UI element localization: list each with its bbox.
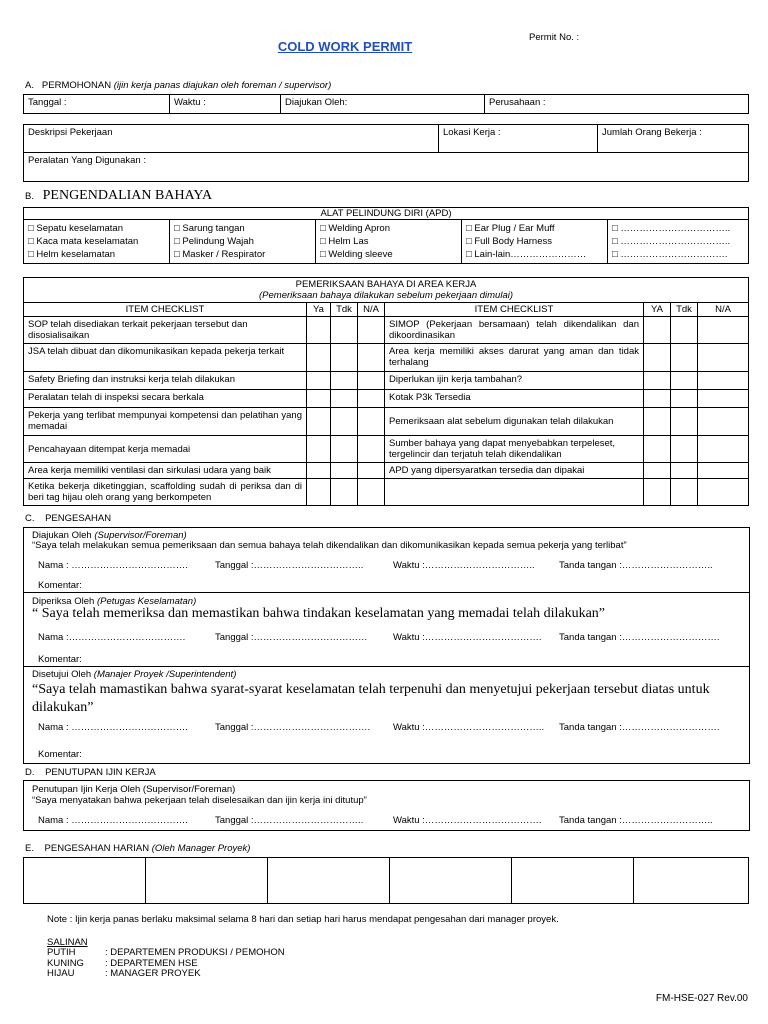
divider	[24, 592, 749, 593]
check-cell[interactable]	[671, 408, 698, 436]
table-row	[24, 317, 749, 344]
apd-col-5	[608, 220, 749, 264]
checklist-item: Sumber bahaya yang dapat menyebabkan terpeleset, tergelincir dan terjatuh telah dikendalikan	[385, 436, 644, 463]
check-cell[interactable]	[307, 463, 331, 479]
check-cell[interactable]	[671, 390, 698, 408]
komentar-field[interactable]: Komentar:	[38, 749, 82, 760]
section-c-title: PENGESAHAN	[45, 513, 112, 524]
checklist-item: Safety Briefing dan instruksi kerja telah dilakukan	[24, 372, 307, 390]
inspection-table	[23, 277, 749, 506]
divider	[24, 666, 749, 667]
nama-field[interactable]: Nama :……………………………….	[38, 632, 186, 643]
check-cell[interactable]	[331, 390, 358, 408]
waktu-field[interactable]: Waktu :……………………………….	[393, 815, 542, 826]
apd-option[interactable]: □ ……………………………..	[612, 223, 731, 234]
col-item-left: ITEM CHECKLIST	[24, 303, 307, 317]
check-cell[interactable]	[671, 463, 698, 479]
section-d-letter: D.	[25, 767, 35, 778]
section-a-letter: A.	[25, 80, 34, 91]
tanggal-field[interactable]: Tanggal :………………………………	[215, 632, 368, 643]
apd-col-1	[24, 220, 170, 264]
closure-label: Penutupan Ijin Kerja Oleh (Supervisor/Foreman)	[32, 784, 236, 795]
check-cell[interactable]	[358, 463, 385, 479]
copy-recipient: : MANAGER PROYEK	[105, 968, 201, 979]
section-e-subtitle: (Oleh Manager Proyek)	[151, 843, 251, 854]
checklist-item: Diperlukan ijin kerja tambahan?	[385, 372, 644, 390]
inspection-header	[24, 278, 749, 303]
copy-color: KUNING	[47, 957, 84, 969]
nama-field[interactable]: Nama : ……………………………….	[38, 722, 188, 733]
check-cell[interactable]	[307, 436, 331, 463]
approval-box	[23, 527, 750, 764]
approval-role: (Manajer Proyek /Superintendent)	[93, 669, 237, 680]
check-cell[interactable]	[358, 317, 385, 344]
section-d-heading	[25, 767, 156, 778]
komentar-field[interactable]: Komentar:	[38, 654, 82, 665]
col-ya-right: YA	[644, 303, 671, 317]
check-cell[interactable]	[331, 372, 358, 390]
copy-recipient: : DEPARTEMEN HSE	[105, 957, 198, 969]
copy-recipient: : DEPARTEMEN PRODUKSI / PEMOHON	[105, 947, 285, 958]
check-cell[interactable]	[671, 344, 698, 372]
checklist-item: Ketika bekerja diketinggian, scaffolding sudah di periksa dan di beri tag hijau oleh orang yang berkompeten	[24, 479, 307, 506]
table-row	[24, 372, 749, 390]
table-row	[24, 463, 749, 479]
check-cell[interactable]	[644, 372, 671, 390]
apd-col-3	[316, 220, 462, 264]
waktu-field[interactable]: Waktu :……………………………….	[393, 632, 542, 643]
waktu-field[interactable]: Waktu :………………………………..	[393, 722, 545, 733]
checklist-item: Peralatan telah di inspeksi secara berkala	[24, 390, 307, 408]
apd-option[interactable]: □ …………………………….	[612, 249, 728, 260]
check-cell[interactable]	[307, 344, 331, 372]
nama-field[interactable]: Nama : ……………………………….	[38, 560, 188, 571]
apd-option[interactable]: □ Masker / Respirator	[174, 249, 266, 260]
waktu-field[interactable]: Waktu :	[170, 95, 281, 114]
check-cell[interactable]	[698, 463, 749, 479]
approval-statement: “ Saya telah memeriksa dan memastikan bahwa tindakan keselamatan yang memadai telah dilakukan”	[32, 606, 606, 621]
apd-option[interactable]: □ Pelindung Wajah	[174, 236, 254, 247]
request-row-1	[23, 94, 749, 114]
check-cell[interactable]	[698, 408, 749, 436]
checklist-item: Kotak P3k Tersedia	[385, 390, 644, 408]
copy-distribution-list	[47, 948, 285, 980]
checklist-item: Area kerja memiliki akses darurat yang aman dan tidak terhalang	[385, 344, 644, 372]
checklist-item: Pemeriksaan alat sebelum digunakan telah dilakukan	[385, 408, 644, 436]
col-na-left: N/A	[358, 303, 385, 317]
approval-label: Disetujui Oleh	[32, 669, 92, 680]
check-cell[interactable]	[698, 344, 749, 372]
checklist-item: Pencahayaan ditempat kerja memadai	[24, 436, 307, 463]
check-cell[interactable]	[358, 408, 385, 436]
check-cell[interactable]	[358, 479, 385, 506]
check-cell[interactable]	[358, 390, 385, 408]
check-cell[interactable]	[698, 479, 749, 506]
komentar-field[interactable]: Komentar:	[38, 580, 82, 591]
daily-approval-cell[interactable]	[390, 858, 512, 904]
tanda-tangan-field[interactable]: Tanda tangan :………………………..	[559, 815, 713, 826]
daily-approval-table	[23, 857, 749, 904]
section-c-letter: C.	[25, 513, 35, 524]
check-cell[interactable]	[644, 344, 671, 372]
section-e-letter: E.	[25, 843, 34, 854]
apd-option[interactable]: □ Lain-lain……………………	[466, 249, 587, 260]
check-cell[interactable]	[331, 344, 358, 372]
deskripsi-pekerjaan-field[interactable]: Deskripsi Pekerjaan	[24, 125, 439, 153]
check-cell[interactable]	[644, 317, 671, 344]
inspection-title: PEMERIKSAAN BAHAYA DI AREA KERJA	[295, 279, 477, 290]
check-cell[interactable]	[358, 344, 385, 372]
check-cell[interactable]	[644, 463, 671, 479]
daily-approval-cell[interactable]	[24, 858, 146, 904]
apd-option[interactable]: □ Welding sleeve	[320, 249, 393, 260]
check-cell[interactable]	[671, 317, 698, 344]
section-a-heading	[25, 80, 331, 91]
section-a-subtitle: (ijin kerja panas diajukan oleh foreman / supervisor)	[113, 80, 332, 91]
check-cell[interactable]	[307, 479, 331, 506]
peralatan-field[interactable]: Peralatan Yang Digunakan :	[24, 153, 749, 182]
permit-number-label: Permit No. :	[529, 32, 580, 43]
apd-option[interactable]: □ Sarung tangan	[174, 223, 245, 234]
section-c-heading	[25, 513, 111, 524]
col-ya-left: Ya	[307, 303, 331, 317]
diajukan-oleh-field[interactable]: Diajukan Oleh:	[281, 95, 485, 114]
jumlah-orang-field[interactable]: Jumlah Orang Bekerja :	[598, 125, 749, 153]
list-item	[47, 969, 285, 980]
table-row	[24, 479, 749, 506]
check-cell[interactable]	[698, 372, 749, 390]
apd-option[interactable]: □ Kaca mata keselamatan	[28, 236, 139, 247]
form-code: FM-HSE-027 Rev.00	[655, 993, 748, 1004]
apd-option[interactable]: □ Helm Las	[320, 236, 369, 247]
apd-col-4	[462, 220, 608, 264]
lokasi-kerja-field[interactable]: Lokasi Kerja :	[439, 125, 598, 153]
check-cell[interactable]	[698, 317, 749, 344]
apd-option[interactable]: □ Welding Apron	[320, 223, 390, 234]
tanggal-field[interactable]: Tanggal :……………………………..	[215, 815, 364, 826]
check-cell[interactable]	[698, 390, 749, 408]
approval-label: Diajukan Oleh	[32, 530, 92, 541]
apd-title: ALAT PELINDUNG DIRI (APD)	[24, 208, 749, 220]
apd-option[interactable]: □ ……………………………..	[612, 236, 731, 247]
col-tdk-left: Tdk	[331, 303, 358, 317]
apd-option[interactable]: □ Helm keselamatan	[28, 249, 116, 260]
tanda-tangan-field[interactable]: Tanda tangan :………………………….	[559, 632, 720, 643]
check-cell[interactable]	[307, 390, 331, 408]
copy-color: PUTIH	[47, 947, 76, 958]
apd-option[interactable]: □ Ear Plug / Ear Muff	[466, 223, 555, 234]
checklist-item: JSA telah dibuat dan dikomunikasikan kepada pekerja terkait	[24, 344, 307, 372]
inspection-subtitle: (Pemeriksaan bahaya dilakukan sebelum pekerjaan dimulai)	[259, 290, 513, 301]
daily-approval-cell[interactable]	[268, 858, 390, 904]
col-tdk-right: Tdk	[671, 303, 698, 317]
check-cell[interactable]	[644, 408, 671, 436]
checklist-item	[385, 479, 644, 506]
table-row	[24, 344, 749, 372]
check-cell[interactable]	[307, 372, 331, 390]
check-cell[interactable]	[671, 479, 698, 506]
check-cell[interactable]	[331, 463, 358, 479]
check-cell[interactable]	[331, 408, 358, 436]
approval-block-3-label	[32, 669, 236, 680]
checklist-item: Area kerja memiliki ventilasi dan sirkulasi udara yang baik	[24, 463, 307, 479]
check-cell[interactable]	[644, 436, 671, 463]
check-cell[interactable]	[698, 436, 749, 463]
check-cell[interactable]	[331, 436, 358, 463]
approval-statement: “Saya telah mamastikan bahwa syarat-syarat keselamatan telah terpenuhi dan menyetujui pekerjaan tersebut diatas untuk dilakukan”	[32, 682, 710, 715]
section-b-letter: B.	[25, 191, 34, 202]
check-cell[interactable]	[307, 408, 331, 436]
section-a-title: PERMOHONAN	[41, 80, 112, 91]
check-cell[interactable]	[307, 317, 331, 344]
perusahaan-field[interactable]: Perusahaan :	[485, 95, 749, 114]
form-title: COLD WORK PERMIT	[277, 39, 413, 54]
tanda-tangan-field[interactable]: Tanda tangan :………………………….	[559, 722, 720, 733]
section-b-heading	[25, 188, 212, 204]
check-cell[interactable]	[671, 372, 698, 390]
apd-col-2	[170, 220, 316, 264]
check-cell[interactable]	[671, 436, 698, 463]
section-b-title: PENGENDALIAN BAHAYA	[42, 188, 213, 203]
closure-box	[23, 780, 750, 831]
check-cell[interactable]	[644, 479, 671, 506]
check-cell[interactable]	[331, 479, 358, 506]
col-na-right: N/A	[698, 303, 749, 317]
tanda-tangan-field[interactable]: Tanda tangan :………………………..	[559, 560, 713, 571]
salinan-label: SALINAN	[47, 937, 88, 948]
waktu-field[interactable]: Waktu :……………………………..	[393, 560, 535, 571]
check-cell[interactable]	[644, 390, 671, 408]
approval-statement: “Saya telah melakukan semua pemeriksaan dan semua bahaya telah dikendalikan dan dikomunikasikan kepada semua pekerja yang terlibat”	[32, 540, 627, 551]
daily-approval-cell[interactable]	[512, 858, 634, 904]
col-item-right: ITEM CHECKLIST	[385, 303, 644, 317]
nama-field[interactable]: Nama : ……………………………….	[38, 815, 188, 826]
tanggal-field[interactable]: Tanggal :……………………………..	[215, 560, 364, 571]
daily-approval-cell[interactable]	[146, 858, 268, 904]
approval-role: (Petugas Keselamatan)	[96, 596, 197, 607]
approval-role: (Supervisor/Foreman)	[94, 530, 187, 541]
tanggal-field[interactable]: Tanggal :	[24, 95, 170, 114]
request-details-table	[23, 124, 749, 182]
checklist-item: APD yang dipersyaratkan tersedia dan dipakai	[385, 463, 644, 479]
apd-table	[23, 207, 749, 264]
table-row	[24, 390, 749, 408]
apd-option[interactable]: □ Sepatu keselamatan	[28, 223, 123, 234]
section-e-title: PENGESAHAN HARIAN	[44, 843, 150, 854]
checklist-item: Pekerja yang terlibat mempunyai kompetensi dan pelatihan yang memadai	[24, 408, 307, 436]
copy-color: HIJAU	[47, 968, 75, 979]
section-e-heading	[25, 843, 250, 854]
section-d-title: PENUTUPAN IJIN KERJA	[45, 767, 156, 778]
validity-note: Note : Ijin kerja panas berlaku maksimal selama 8 hari dan setiap hari harus mendapat pengesahan dari manager proyek.	[47, 914, 559, 925]
apd-option[interactable]: □ Full Body Harness	[466, 236, 552, 247]
daily-approval-cell[interactable]	[634, 858, 749, 904]
check-cell[interactable]	[358, 436, 385, 463]
closure-statement: “Saya menyatakan bahwa pekerjaan telah diselesaikan dan ijin kerja ini ditutup”	[32, 795, 367, 806]
checklist-item: SOP telah disediakan terkait pekerjaan tersebut dan disosialisaikan	[24, 317, 307, 344]
checklist-item: SIMOP (Pekerjaan bersamaan) telah dikendalikan dan dikoordinasikan	[385, 317, 644, 344]
tanggal-field[interactable]: Tanggal :……………………………….	[215, 722, 371, 733]
approval-label: Diperiksa Oleh	[32, 596, 95, 607]
check-cell[interactable]	[331, 317, 358, 344]
table-row	[24, 436, 749, 463]
table-row	[24, 408, 749, 436]
check-cell[interactable]	[358, 372, 385, 390]
inspection-column-headers	[24, 303, 749, 317]
